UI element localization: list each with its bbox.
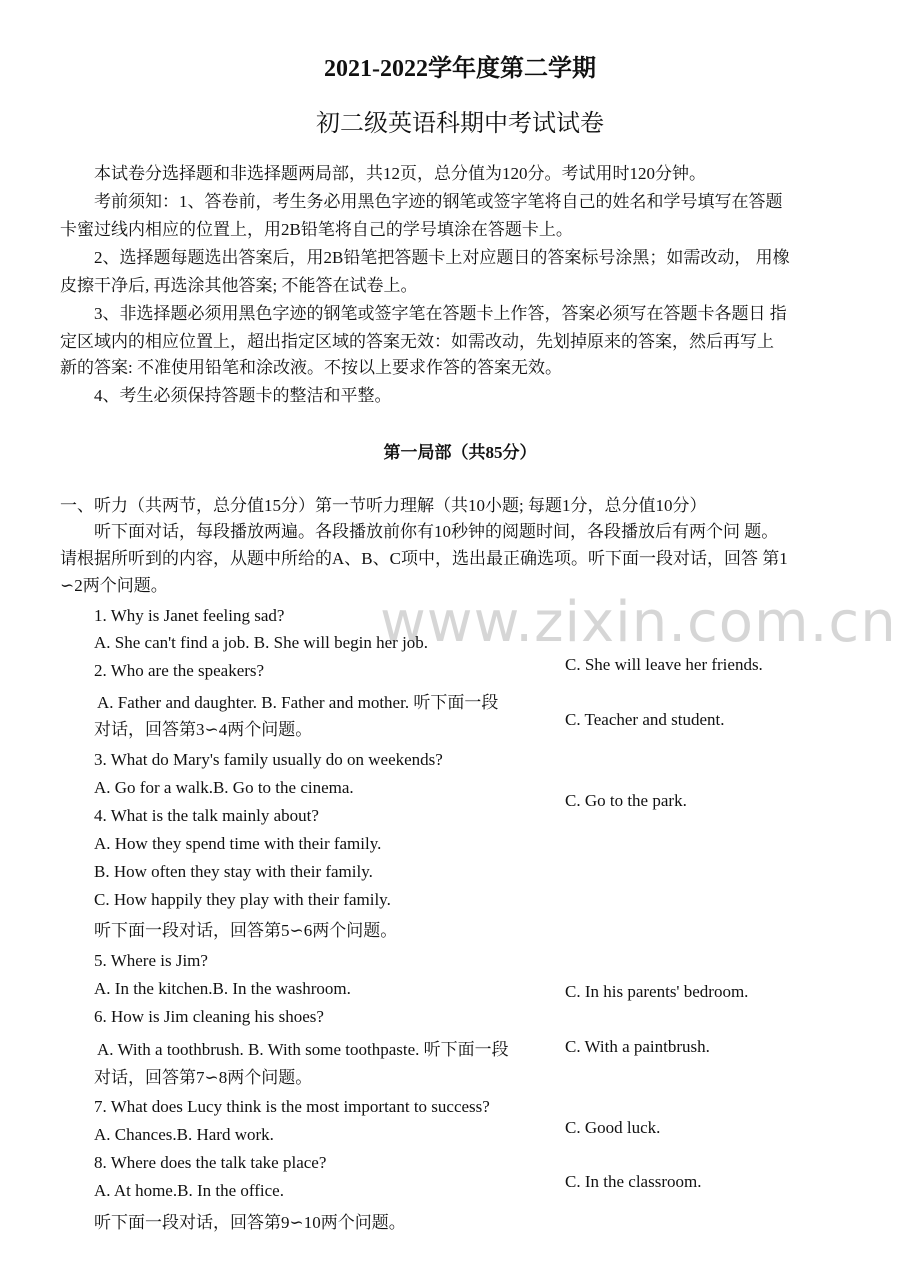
instruction-q9-10: 听下面一段对话，回答第9∽10两个问题。 bbox=[94, 1213, 406, 1232]
listening-instruction-2: 请根据所听到的内容，从题中所给的A、B、C项中，选出最正确选项。听下面一段对话，回答 第1 bbox=[60, 549, 788, 568]
listening-section-title: 一、听力（共两节，总分值15分）第一节听力理解（共10小题; 每题1分，总分值10分） bbox=[60, 496, 707, 515]
instruction-q5-6: 听下面一段对话，回答第5∽6两个问题。 bbox=[94, 921, 398, 940]
question-8: 8. Where does the talk take place? bbox=[94, 1153, 327, 1172]
question-1-option-c: C. She will leave her friends. bbox=[565, 655, 763, 674]
question-7: 7. What does Lucy think is the most important to success? bbox=[94, 1097, 490, 1116]
listening-instruction-3: ∽2两个问题。 bbox=[60, 576, 168, 595]
notice-line-1: 本试卷分选择题和非选择题两局部，共12页，总分值为120分。考试用时120分钟。 bbox=[94, 164, 706, 183]
instruction-q3-4: 对话，回答第3∽4两个问题。 bbox=[94, 720, 313, 739]
part-one-heading: 第一局部（共85分） bbox=[383, 443, 537, 462]
question-5-options-ab: A. In the kitchen.B. In the washroom. bbox=[94, 979, 351, 998]
notice-line-5: 皮擦干净后, 再选涂其他答案; 不能答在试卷上。 bbox=[60, 276, 418, 295]
watermark: www.zixin.com.cn bbox=[380, 590, 897, 655]
instruction-q7-8: 对话，回答第7∽8两个问题。 bbox=[94, 1068, 313, 1087]
question-7-options-ab: A. Chances.B. Hard work. bbox=[94, 1125, 274, 1144]
question-4: 4. What is the talk mainly about? bbox=[94, 806, 319, 825]
exam-subtitle: 初二级英语科期中考试试卷 bbox=[316, 111, 604, 137]
question-3-options-ab: A. Go for a walk.B. Go to the cinema. bbox=[94, 778, 354, 797]
question-5: 5. Where is Jim? bbox=[94, 951, 208, 970]
notice-line-9: 4、考生必须保持答题卡的整洁和平整。 bbox=[94, 386, 392, 405]
question-6-option-c: C. With a paintbrush. bbox=[565, 1037, 710, 1056]
question-3-option-c: C. Go to the park. bbox=[565, 791, 687, 810]
notice-line-2: 考前须知：1、答卷前，考生务必用黑色字迹的钢笔或签字笔将自己的姓名和学号填写在答题 bbox=[94, 192, 783, 211]
notice-line-6: 3、非选择题必须用黑色字迹的钢笔或签字笔在答题卡上作答，答案必须写在答题卡各题日 指 bbox=[94, 304, 787, 323]
question-5-option-c: C. In his parents' bedroom. bbox=[565, 982, 749, 1001]
question-3: 3. What do Mary's family usually do on weekends? bbox=[94, 750, 443, 769]
question-1-options-ab: A. She can't find a job. B. She will begin her job. bbox=[94, 633, 429, 652]
notice-line-8: 新的答案: 不准使用铅笔和涂改液。不按以上要求作答的答案无效。 bbox=[60, 358, 562, 377]
question-2-option-c: C. Teacher and student. bbox=[565, 710, 725, 729]
question-2-options-ab: A. Father and daughter. B. Father and mother. 听下面一段 bbox=[97, 693, 499, 712]
notice-line-7: 定区域内的相应位置上，超出指定区域的答案无效：如需改动，先划掉原来的答案，然后再写上 bbox=[60, 332, 774, 351]
question-4-option-b: B. How often they stay with their family. bbox=[94, 862, 373, 881]
question-8-option-c: C. In the classroom. bbox=[565, 1172, 702, 1191]
question-4-option-c: C. How happily they play with their family. bbox=[94, 890, 391, 909]
notice-line-4: 2、选择题每题选出答案后，用2B铅笔把答题卡上对应题日的答案标号涂黑；如需改动， 用橡 bbox=[94, 248, 790, 267]
question-1: 1. Why is Janet feeling sad? bbox=[94, 606, 285, 625]
question-2: 2. Who are the speakers? bbox=[94, 661, 265, 680]
title-year-suffix: 学年度第二学期 bbox=[428, 56, 596, 82]
question-6: 6. How is Jim cleaning his shoes? bbox=[94, 1007, 324, 1026]
question-8-options-ab: A. At home.B. In the office. bbox=[94, 1181, 284, 1200]
notice-line-3: 卡蜜过线内相应的位置上，用2B铅笔将自己的学号填涂在答题卡上。 bbox=[60, 220, 573, 239]
question-4-option-a: A. How they spend time with their family. bbox=[94, 834, 382, 853]
question-7-option-c: C. Good luck. bbox=[565, 1118, 661, 1137]
question-6-options-ab: A. With a toothbrush. B. With some toothpaste. 听下面一段 bbox=[97, 1040, 509, 1059]
title-year: 2021-2022 bbox=[324, 56, 428, 82]
listening-instruction-1: 听下面对话，每段播放两遍。各段播放前你有10秒钟的阅题时间，各段播放后有两个问 题。 bbox=[94, 522, 779, 541]
exam-term-title bbox=[0, 48, 920, 83]
